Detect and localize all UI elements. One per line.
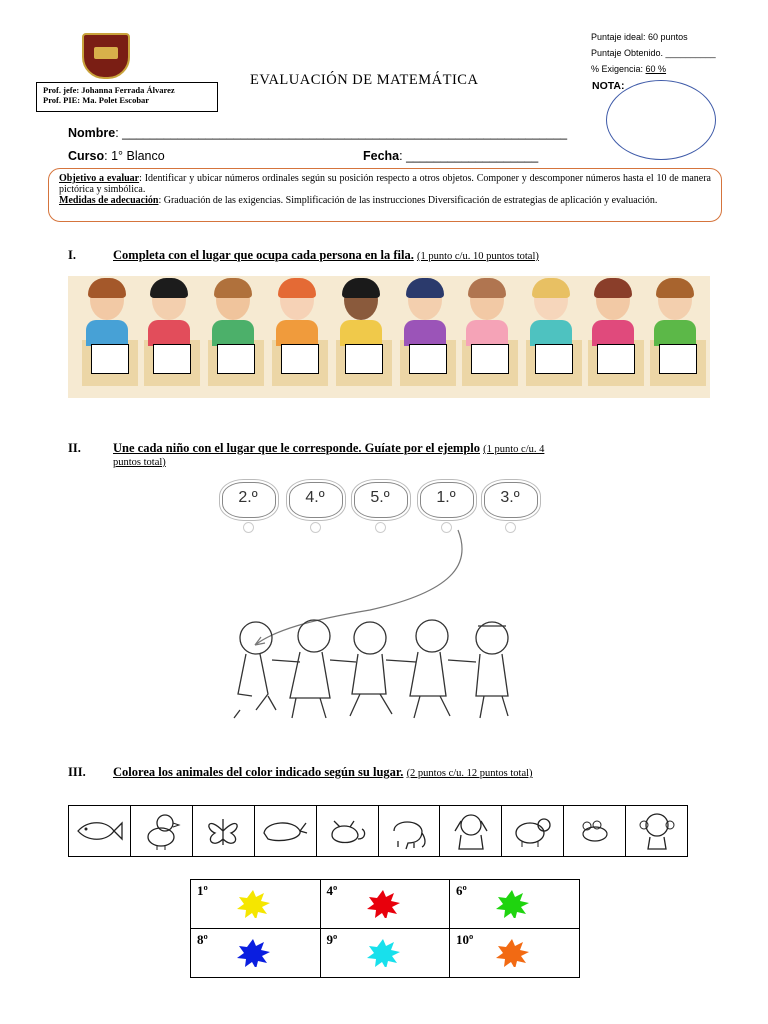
kid-4 (272, 280, 322, 346)
answer-box-5[interactable] (345, 344, 383, 374)
exigencia-value: 60 % (645, 64, 667, 74)
children-line-drawing (220, 520, 530, 725)
section-1-text: Completa con el lugar que ocupa cada persona en la fila. (113, 248, 414, 262)
section-1-number: I. (68, 248, 76, 262)
kid-3 (208, 280, 258, 346)
nota-label: NOTA: (592, 80, 625, 92)
kid-7 (462, 280, 512, 346)
puntaje-obtenido: Puntaje Obtenido. __________ (591, 48, 716, 58)
pig-icon[interactable] (502, 806, 564, 856)
ordinal-9: 9º (326, 932, 338, 947)
mouse-icon[interactable] (564, 806, 626, 856)
objective-label: Objetivo a evaluar (59, 173, 140, 184)
ordinal-label-4: 1.º (436, 489, 456, 506)
measures-label: Medidas de adecuación (59, 195, 159, 206)
kid-1 (82, 280, 132, 346)
answer-box-7[interactable] (471, 344, 509, 374)
ordinal-10: 10º (456, 932, 474, 947)
color-cell-1 (191, 880, 321, 929)
teachers-box (36, 82, 218, 112)
section-3-points: (2 puntos c/u. 12 puntos total) (406, 768, 533, 779)
prof-pie: Prof. PIE: Ma. Polet Escobar (43, 95, 150, 105)
kid-8 (526, 280, 576, 346)
objective-text (59, 173, 711, 195)
section-2-text: Une cada niño con el lugar que le corresponde. Guíate por el ejemplo (113, 441, 481, 455)
answer-box-6[interactable] (409, 344, 447, 374)
kid-5 (336, 280, 386, 346)
ordinal-8: 8º (197, 932, 208, 947)
color-cell-8 (191, 929, 321, 978)
section-2-points-cont: puntos total) (113, 457, 166, 468)
monkey-icon[interactable] (626, 806, 687, 856)
color-cell-6 (450, 880, 580, 929)
prof-jefe: Prof. jefe: Johanna Ferrada Álvarez (43, 85, 175, 95)
yellow-paint-splat (233, 886, 273, 918)
fecha-field[interactable] (363, 149, 538, 163)
puntaje-ideal: Puntaje ideal: 60 puntos (591, 32, 688, 42)
section-2-number: II. (68, 441, 81, 455)
ordinal-6: 6º (456, 883, 467, 898)
dog-icon[interactable] (440, 806, 502, 856)
elephant-icon[interactable] (379, 806, 441, 856)
nombre-field[interactable] (68, 126, 567, 140)
whale-icon[interactable] (255, 806, 317, 856)
measures-body: : Graduación de las exigencias. Simplificación de las instrucciones Diversificación de estrategias de aplicación y evaluación. (158, 195, 658, 206)
ordinal-star-5[interactable] (484, 482, 536, 516)
kid-2 (144, 280, 194, 346)
answer-box-9[interactable] (597, 344, 635, 374)
section-2-heading (68, 441, 718, 471)
orange-paint-splat (492, 935, 532, 967)
kid-10 (650, 280, 700, 346)
answer-box-4[interactable] (281, 344, 319, 374)
ordinal-label-3: 5.º (370, 489, 390, 506)
fecha-line: : ___________________ (399, 149, 539, 163)
answer-box-3[interactable] (217, 344, 255, 374)
butterfly-icon[interactable] (193, 806, 255, 856)
ordinal-1: 1º (197, 883, 208, 898)
section-3-number: III. (68, 765, 86, 779)
objective-body: : Identificar y ubicar números ordinales según su posición respecto a otros objetos. Componer y descomponer números hasta el 10 de manera pictórica y simbólica. (59, 173, 712, 195)
animals-row (68, 805, 688, 857)
curso-value: : 1° Blanco (104, 149, 165, 163)
objective-box (48, 168, 722, 222)
answer-box-1[interactable] (91, 344, 129, 374)
ordinal-label-2: 4.º (305, 489, 325, 506)
nombre-label: Nombre (68, 126, 116, 140)
ordinal-star-3[interactable] (354, 482, 406, 516)
fish-icon[interactable] (69, 806, 131, 856)
kids-row (68, 276, 710, 398)
nombre-line: : ________________________________________________________________ (115, 126, 568, 140)
fecha-label: Fecha (363, 149, 400, 163)
curso-label: Curso (68, 149, 105, 163)
answer-box-2[interactable] (153, 344, 191, 374)
curso-field (68, 149, 165, 163)
color-cell-10 (450, 929, 580, 978)
ordinal-star-1[interactable] (222, 482, 274, 516)
section-3-text: Colorea los animales del color indicado según su lugar. (113, 765, 404, 779)
ordinal-4: 4º (326, 883, 338, 898)
answer-box-10[interactable] (659, 344, 697, 374)
kid-9 (588, 280, 638, 346)
ordinal-star-4[interactable] (420, 482, 472, 516)
blue-paint-splat (233, 935, 273, 967)
exigencia-label: % Exigencia: (591, 64, 646, 74)
color-key-table (190, 879, 580, 978)
school-logo (82, 33, 130, 79)
ordinal-label-1: 2.º (238, 489, 258, 506)
kid-6 (400, 280, 450, 346)
ordinal-star-2[interactable] (289, 482, 341, 516)
ordinal-label-5: 3.º (500, 489, 520, 506)
red-paint-splat (363, 886, 403, 918)
cat-icon[interactable] (317, 806, 379, 856)
answer-box-8[interactable] (535, 344, 573, 374)
chick-icon[interactable] (131, 806, 193, 856)
color-cell-9 (320, 929, 450, 978)
section-2-points: (1 punto c/u. 4 (483, 444, 545, 455)
grade-circle (606, 80, 716, 160)
exigencia (591, 64, 666, 74)
cyan-paint-splat (363, 935, 403, 967)
measures-text (59, 195, 711, 206)
page-title: EVALUACIÓN DE MATEMÁTICA (250, 72, 479, 88)
green-paint-splat (492, 886, 532, 918)
color-cell-4 (320, 880, 450, 929)
section-1-points: (1 punto c/u. 10 puntos total) (416, 251, 539, 262)
